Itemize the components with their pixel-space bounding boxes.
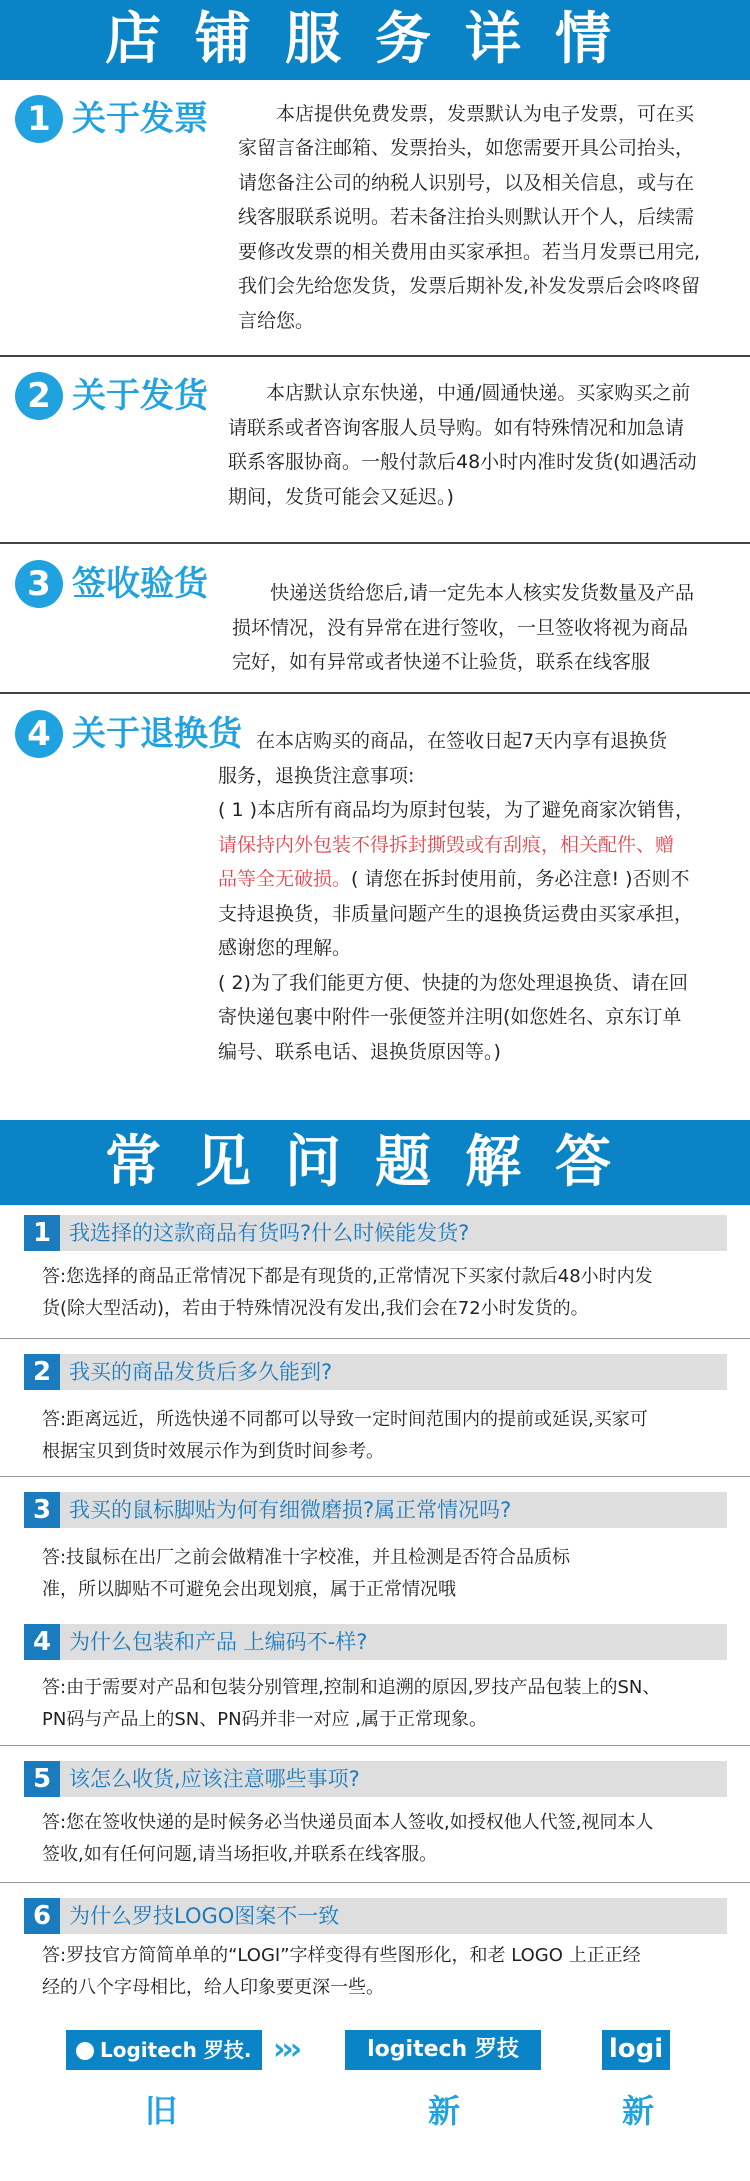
invoice-title: 关于发票 bbox=[72, 99, 208, 139]
divider bbox=[0, 355, 750, 357]
faq-question: 为什么罗技LOGO图案不一致 bbox=[69, 1904, 340, 1928]
faq-answer: 答:罗技官方简简单单的“LOGI”字样变得有些图形化，和老 LOGO 上正正经 经的八个字母相比，给人印象要更深一些。 bbox=[42, 1945, 641, 1998]
faq-item-4 bbox=[0, 1624, 750, 1744]
faq-question: 该怎么收货,应该注意哪些事项? bbox=[69, 1767, 360, 1791]
faq-question-bar bbox=[24, 1492, 727, 1528]
faq-question: 为什么包装和产品 上编码不-样? bbox=[69, 1630, 368, 1654]
returns-warning-text: 请保持内外包装不得拆封撕毁或有刮痕，相关配件、赠 bbox=[218, 833, 675, 856]
faq-question: 我买的鼠标脚贴为何有细微磨损?属正常情况吗? bbox=[69, 1498, 512, 1522]
service-details-banner: 店铺服务详情 bbox=[0, 0, 750, 80]
logitech-mouse-icon bbox=[76, 2042, 94, 2060]
faq-answer: 答:距离远近，所选快递不同都可以导致一定时间范围内的提前或延误,买家可 根据宝贝到货时效展示作为到货时间参考。 bbox=[42, 1409, 648, 1462]
returns-section bbox=[0, 710, 750, 1090]
inspection-title: 签收验货 bbox=[72, 564, 208, 604]
faq-question-bar bbox=[24, 1898, 727, 1934]
caption-new: 新 bbox=[622, 2092, 655, 2130]
shipping-section bbox=[0, 372, 750, 542]
faq-answer: 答:您在签收快递的是时候务必当快递员面本人签收,如授权他人代签,视同本人 签收,如有任何问题,请当场拒收,并联系在线客服。 bbox=[42, 1812, 654, 1865]
faq-answer: 答:由于需要对产品和包装分别管理,控制和追溯的原因,罗技产品包装上的SN、 PN码与产品上的SN、PN码并非一对应 ,属于正常现象。 bbox=[42, 1677, 661, 1730]
faq-answer: 答:技鼠标在出厂之前会做精准十字校准，并且检测是否符合品质标 准，所以脚贴不可避免会出现划痕，属于正常情况哦 bbox=[42, 1547, 571, 1600]
divider bbox=[0, 1476, 750, 1477]
new-logitech-logo: logitech 罗技 bbox=[345, 2030, 541, 2070]
section-number-2: 2 bbox=[15, 372, 63, 420]
faq-question-bar bbox=[24, 1761, 727, 1797]
inspection-section bbox=[0, 560, 750, 690]
faq-item-5 bbox=[0, 1761, 750, 1881]
logi-logo: logi bbox=[602, 2030, 670, 2070]
returns-body: 在本店购买的商品，在签收日起7天内享有退换货 服务，退换货注意事项: ( 1 )本店所有商品均为原封包装，为了避免商家次销售， 请保持内外包装不得拆封撕毁或有刮痕，相关配件、赠 品等全无破损。( 请您在拆封使用前，务必注意! )否则不 支持退换货，非质量问题产生的退换货运费由买家承担， 感谢您的理解。 ( 2)为了我们能更方便、快捷的为您处理退换货、请在回 寄快递包裹中附件一张便签并注明(如您姓名、京东订单 编号、联系电话、退换货原因等。) bbox=[218, 730, 694, 1063]
faq-question: 我选择的这款商品有货吗?什么时候能发货? bbox=[69, 1221, 470, 1245]
faq-number: 4 bbox=[24, 1624, 60, 1660]
caption-old: 旧 bbox=[145, 2092, 178, 2130]
faq-number: 1 bbox=[24, 1215, 60, 1251]
returns-warning-text: 品等全无破损。 bbox=[218, 868, 352, 890]
returns-title: 关于退换货 bbox=[72, 714, 242, 754]
divider bbox=[0, 542, 750, 544]
faq-item-1 bbox=[0, 1215, 750, 1335]
invoice-body: 本店提供免费发票，发票默认为电子发票，可在买 bbox=[238, 103, 695, 125]
faq-number: 2 bbox=[24, 1354, 60, 1390]
shipping-title: 关于发货 bbox=[72, 376, 208, 416]
section-number-4: 4 bbox=[15, 710, 63, 758]
faq-number: 3 bbox=[24, 1492, 60, 1528]
faq-question-bar bbox=[24, 1624, 727, 1660]
faq-banner: 常见问题解答 bbox=[0, 1120, 750, 1205]
faq-question-bar bbox=[24, 1354, 727, 1390]
faq-question: 我买的商品发货后多久能到? bbox=[69, 1360, 333, 1384]
faq-item-3 bbox=[0, 1492, 750, 1612]
section-number-3: 3 bbox=[15, 560, 63, 608]
section-number-1: 1 bbox=[15, 95, 63, 143]
faq-item-6 bbox=[0, 1898, 750, 2018]
arrows-icon: ››› bbox=[273, 2032, 299, 2067]
shipping-body: 本店默认京东快递，中通/圆通快递。买家购买之前 请联系或者咨询客服人员导购。如有特殊情况和加急请 联系客服协商。一般付款后48小时内准时发货(如遇活动 期间，发货可能会又延迟。) bbox=[228, 382, 697, 508]
inspection-body: 快递送货给您后,请一定先本人核实发货数量及产品 损坏情况，没有异常在进行签收，一旦签收将视为商品 完好，如有异常或者快递不让验货，联系在线客服 bbox=[232, 582, 695, 673]
faq-number: 5 bbox=[24, 1761, 60, 1797]
faq-number: 6 bbox=[24, 1898, 60, 1934]
faq-answer: 答:您选择的商品正常情况下都是有现货的,正常情况下买家付款后48小时内发 货(除大型活动)，若由于特殊情况没有发出,我们会在72小时发货的。 bbox=[42, 1266, 653, 1319]
caption-new: 新 bbox=[428, 2092, 461, 2130]
divider bbox=[0, 1338, 750, 1339]
faq-item-2 bbox=[0, 1354, 750, 1474]
faq-question-bar bbox=[24, 1215, 727, 1251]
invoice-section: 1 关于发票 本店提供免费发票，发票默认为电子发票，可在买 家留言备注邮箱、发票抬头，如您需要开具公司抬头， 请您备注公司的纳税人识别号，以及相关信息，或与在 线客服联系说明。若未备注抬头则默认开个人，后续需 要修改发票的相关费用由买家承担。若当月发票已用完, 我们会先给您发货，发票后期补发,补发发票后会咚咚留 言给您。 bbox=[0, 95, 750, 355]
old-logitech-logo: Logitech 罗技. bbox=[66, 2030, 262, 2070]
divider bbox=[0, 692, 750, 694]
divider bbox=[0, 1745, 750, 1746]
divider bbox=[0, 1882, 750, 1883]
